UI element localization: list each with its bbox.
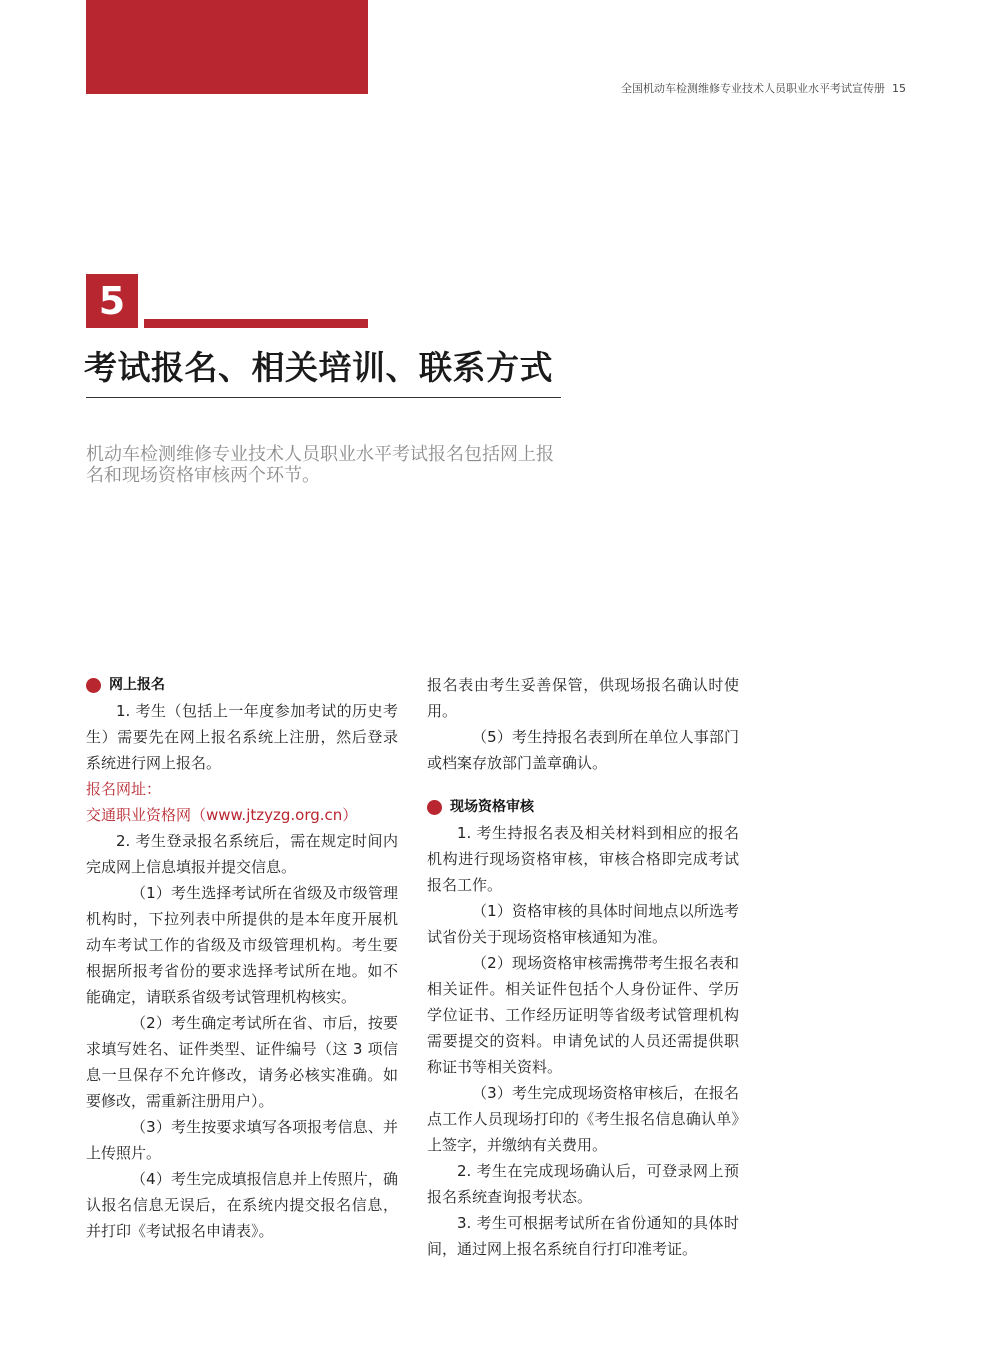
section-heading-online: [86, 672, 398, 698]
section-heading-onsite: [427, 794, 739, 820]
onsite-paragraph-5: 2. 考生在完成现场确认后，可登录网上预报名系统查询报考状态。: [427, 1162, 739, 1206]
section-heading-onsite-label: 现场资格审核: [450, 799, 534, 815]
online-paragraph-5: （3）考生按要求填写各项报考信息、并上传照片。: [86, 1118, 398, 1162]
online-paragraph-1: 1. 考生（包括上一年度参加考试的历史考生）需要先在网上报名系统上注册，然后登录系统进行网上报名。: [86, 702, 398, 772]
right-column: [427, 672, 739, 1262]
url-label: 报名网址：: [86, 780, 162, 798]
onsite-paragraph-2: （1）资格审核的具体时间地点以所选考试省份关于现场资格审核通知为准。: [427, 902, 739, 946]
online-paragraph-6: （4）考生完成填报信息并上传照片，确认报名信息无误后，在系统内提交报名信息，并打印《考试报名申请表》。: [86, 1170, 398, 1240]
onsite-paragraph-1: 1. 考生持报名表及相关材料到相应的报名机构进行现场资格审核，审核合格即完成考试报名工作。: [427, 824, 739, 894]
title-divider: [86, 397, 561, 398]
running-header: [621, 80, 906, 96]
bullet-dot-icon: [427, 800, 442, 815]
page-number: 15: [892, 82, 906, 95]
onsite-paragraph-4: （3）考生完成现场资格审核后，在报名点工作人员现场打印的《考生报名信息确认单》上签字，并缴纳有关费用。: [427, 1084, 739, 1154]
chapter-title: 考试报名、相关培训、联系方式: [84, 348, 553, 387]
online-paragraph-6-continued: 报名表由考生妥善保管，供现场报名确认时使用。: [427, 676, 739, 720]
section-heading-online-label: 网上报名: [109, 677, 165, 693]
onsite-paragraph-6: 3. 考生可根据考试所在省份通知的具体时间，通过网上报名系统自行打印准考证。: [427, 1214, 739, 1258]
online-paragraph-3: （1）考生选择考试所在省级及市级管理机构时，下拉列表中所提供的是本年度开展机动车考试工作的省级及市级管理机构。考生要根据所报考省份的要求选择考试所在地。如不能确定，请联系省级考试管理机构核实。: [86, 884, 398, 1006]
url-link[interactable]: 交通职业资格网（www.jtzyzg.org.cn）: [86, 806, 358, 824]
online-paragraph-7: （5）考生持报名表到所在单位人事部门或档案存放部门盖章确认。: [427, 728, 739, 772]
online-paragraph-2: 2. 考生登录报名系统后，需在规定时间内完成网上信息填报并提交信息。: [86, 832, 398, 876]
chapter-bar: [144, 319, 368, 328]
onsite-paragraph-3: （2）现场资格审核需携带考生报名表和相关证件。相关证件包括个人身份证件、学历学位证书、工作经历证明等省级考试管理机构需要提交的资料。申请免试的人员还需提供职称证书等相关资料。: [427, 954, 739, 1076]
chapter-number: 5: [86, 274, 138, 328]
top-decorative-block: [86, 0, 368, 94]
bullet-dot-icon: [86, 678, 101, 693]
intro-paragraph: 机动车检测维修专业技术人员职业水平考试报名包括网上报名和现场资格审核两个环节。: [86, 444, 554, 486]
section-gap: [427, 776, 739, 794]
running-title: 全国机动车检测维修专业技术人员职业水平考试宣传册: [621, 82, 885, 95]
online-paragraph-4: （2）考生确定考试所在省、市后，按要求填写姓名、证件类型、证件编号（这 3 项信息一旦保存不允许修改，请务必核实准确。如要修改，需重新注册用户）。: [86, 1014, 398, 1110]
left-column: [86, 672, 398, 1244]
